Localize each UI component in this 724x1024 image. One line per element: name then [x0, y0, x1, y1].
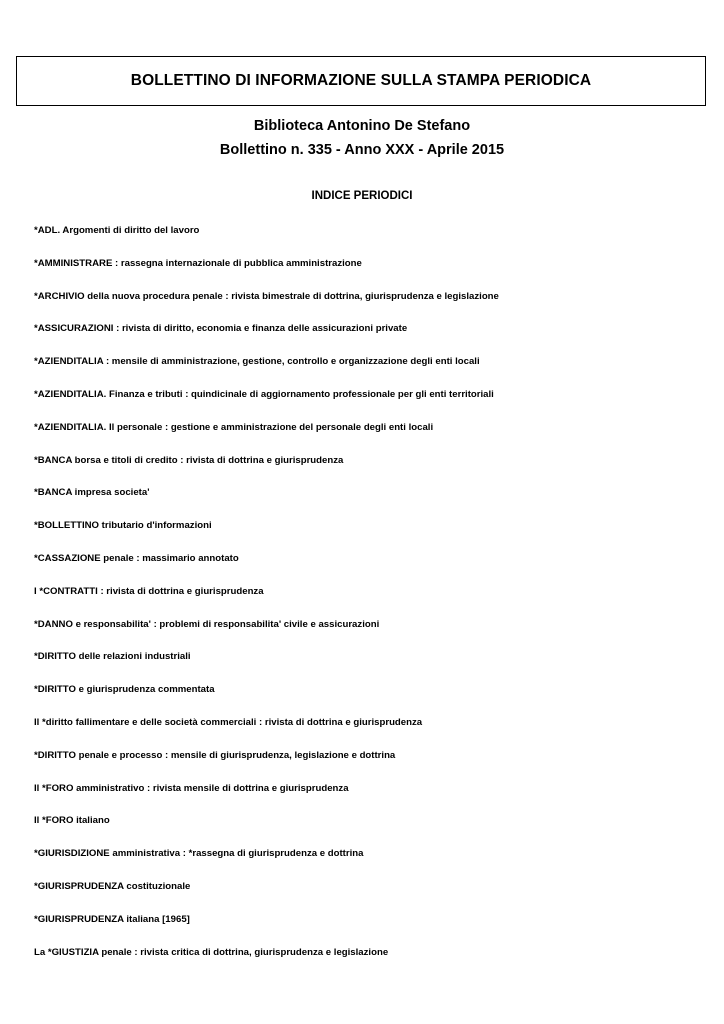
page-title: BOLLETTINO DI INFORMAZIONE SULLA STAMPA PERIODICA	[130, 72, 592, 89]
bulletin-info: Bollettino n. 335 - Anno XXX - Aprile 2015	[219, 142, 505, 158]
periodical-item: Il *FORO italiano	[34, 815, 110, 827]
periodical-item: *GIURISDIZIONE amministrativa : *rassegna di giurisprudenza e dottrina	[34, 848, 364, 860]
periodical-item: *DIRITTO delle relazioni industriali	[34, 651, 191, 663]
periodical-item: *AMMINISTRARE : rassegna internazionale di pubblica amministrazione	[34, 257, 362, 269]
periodical-item: *BANCA borsa e titoli di credito : rivista di dottrina e giurisprudenza	[34, 454, 344, 466]
periodical-item: I *CONTRATTI : rivista di dottrina e giurisprudenza	[34, 585, 264, 597]
periodical-item: *AZIENDITALIA. Finanza e tributi : quindicinale di aggiornamento professionale per gli enti territoriali	[34, 388, 494, 400]
periodical-item: Il *diritto fallimentare e delle società commerciali : rivista di dottrina e giurisprudenza	[34, 716, 423, 728]
periodical-item: *ARCHIVIO della nuova procedura penale : rivista bimestrale di dottrina, giurisprudenza e legislazione	[34, 290, 499, 302]
periodical-item: *ADL. Argomenti di diritto del lavoro	[34, 225, 200, 236]
periodical-item: La *GIUSTIZIA penale : rivista critica di dottrina, giurisprudenza e legislazione	[34, 946, 389, 958]
periodical-item: *GIURISPRUDENZA costituzionale	[34, 880, 191, 892]
periodical-item: *DIRITTO e giurisprudenza commentata	[34, 684, 215, 696]
periodical-item: *CASSAZIONE penale : massimario annotato	[34, 552, 239, 564]
library-name: Biblioteca Antonino De Stefano	[253, 118, 471, 134]
periodical-item: *ASSICURAZIONI : rivista di diritto, economia e finanza delle assicurazioni private	[34, 323, 408, 335]
periodical-item: *AZIENDITALIA. Il personale : gestione e amministrazione del personale degli enti locali	[34, 421, 434, 433]
periodical-item: *DANNO e responsabilita' : problemi di responsabilita' civile e assicurazioni	[34, 618, 380, 630]
index-title: INDICE PERIODICI	[311, 190, 413, 202]
periodical-item: *AZIENDITALIA : mensile di amministrazione, gestione, controllo e organizzazione degli enti locali	[34, 356, 480, 368]
periodicals-list	[34, 225, 714, 979]
periodical-item: *BOLLETTINO tributario d'informazioni	[34, 520, 212, 532]
periodical-item: *GIURISPRUDENZA italiana [1965]	[34, 913, 190, 925]
header-box	[16, 56, 706, 106]
periodical-item: *BANCA impresa societa'	[34, 487, 150, 499]
periodical-item: Il *FORO amministrativo : rivista mensile di dottrina e giurisprudenza	[34, 782, 349, 794]
periodical-item: *DIRITTO penale e processo : mensile di giurisprudenza, legislazione e dottrina	[34, 749, 396, 761]
